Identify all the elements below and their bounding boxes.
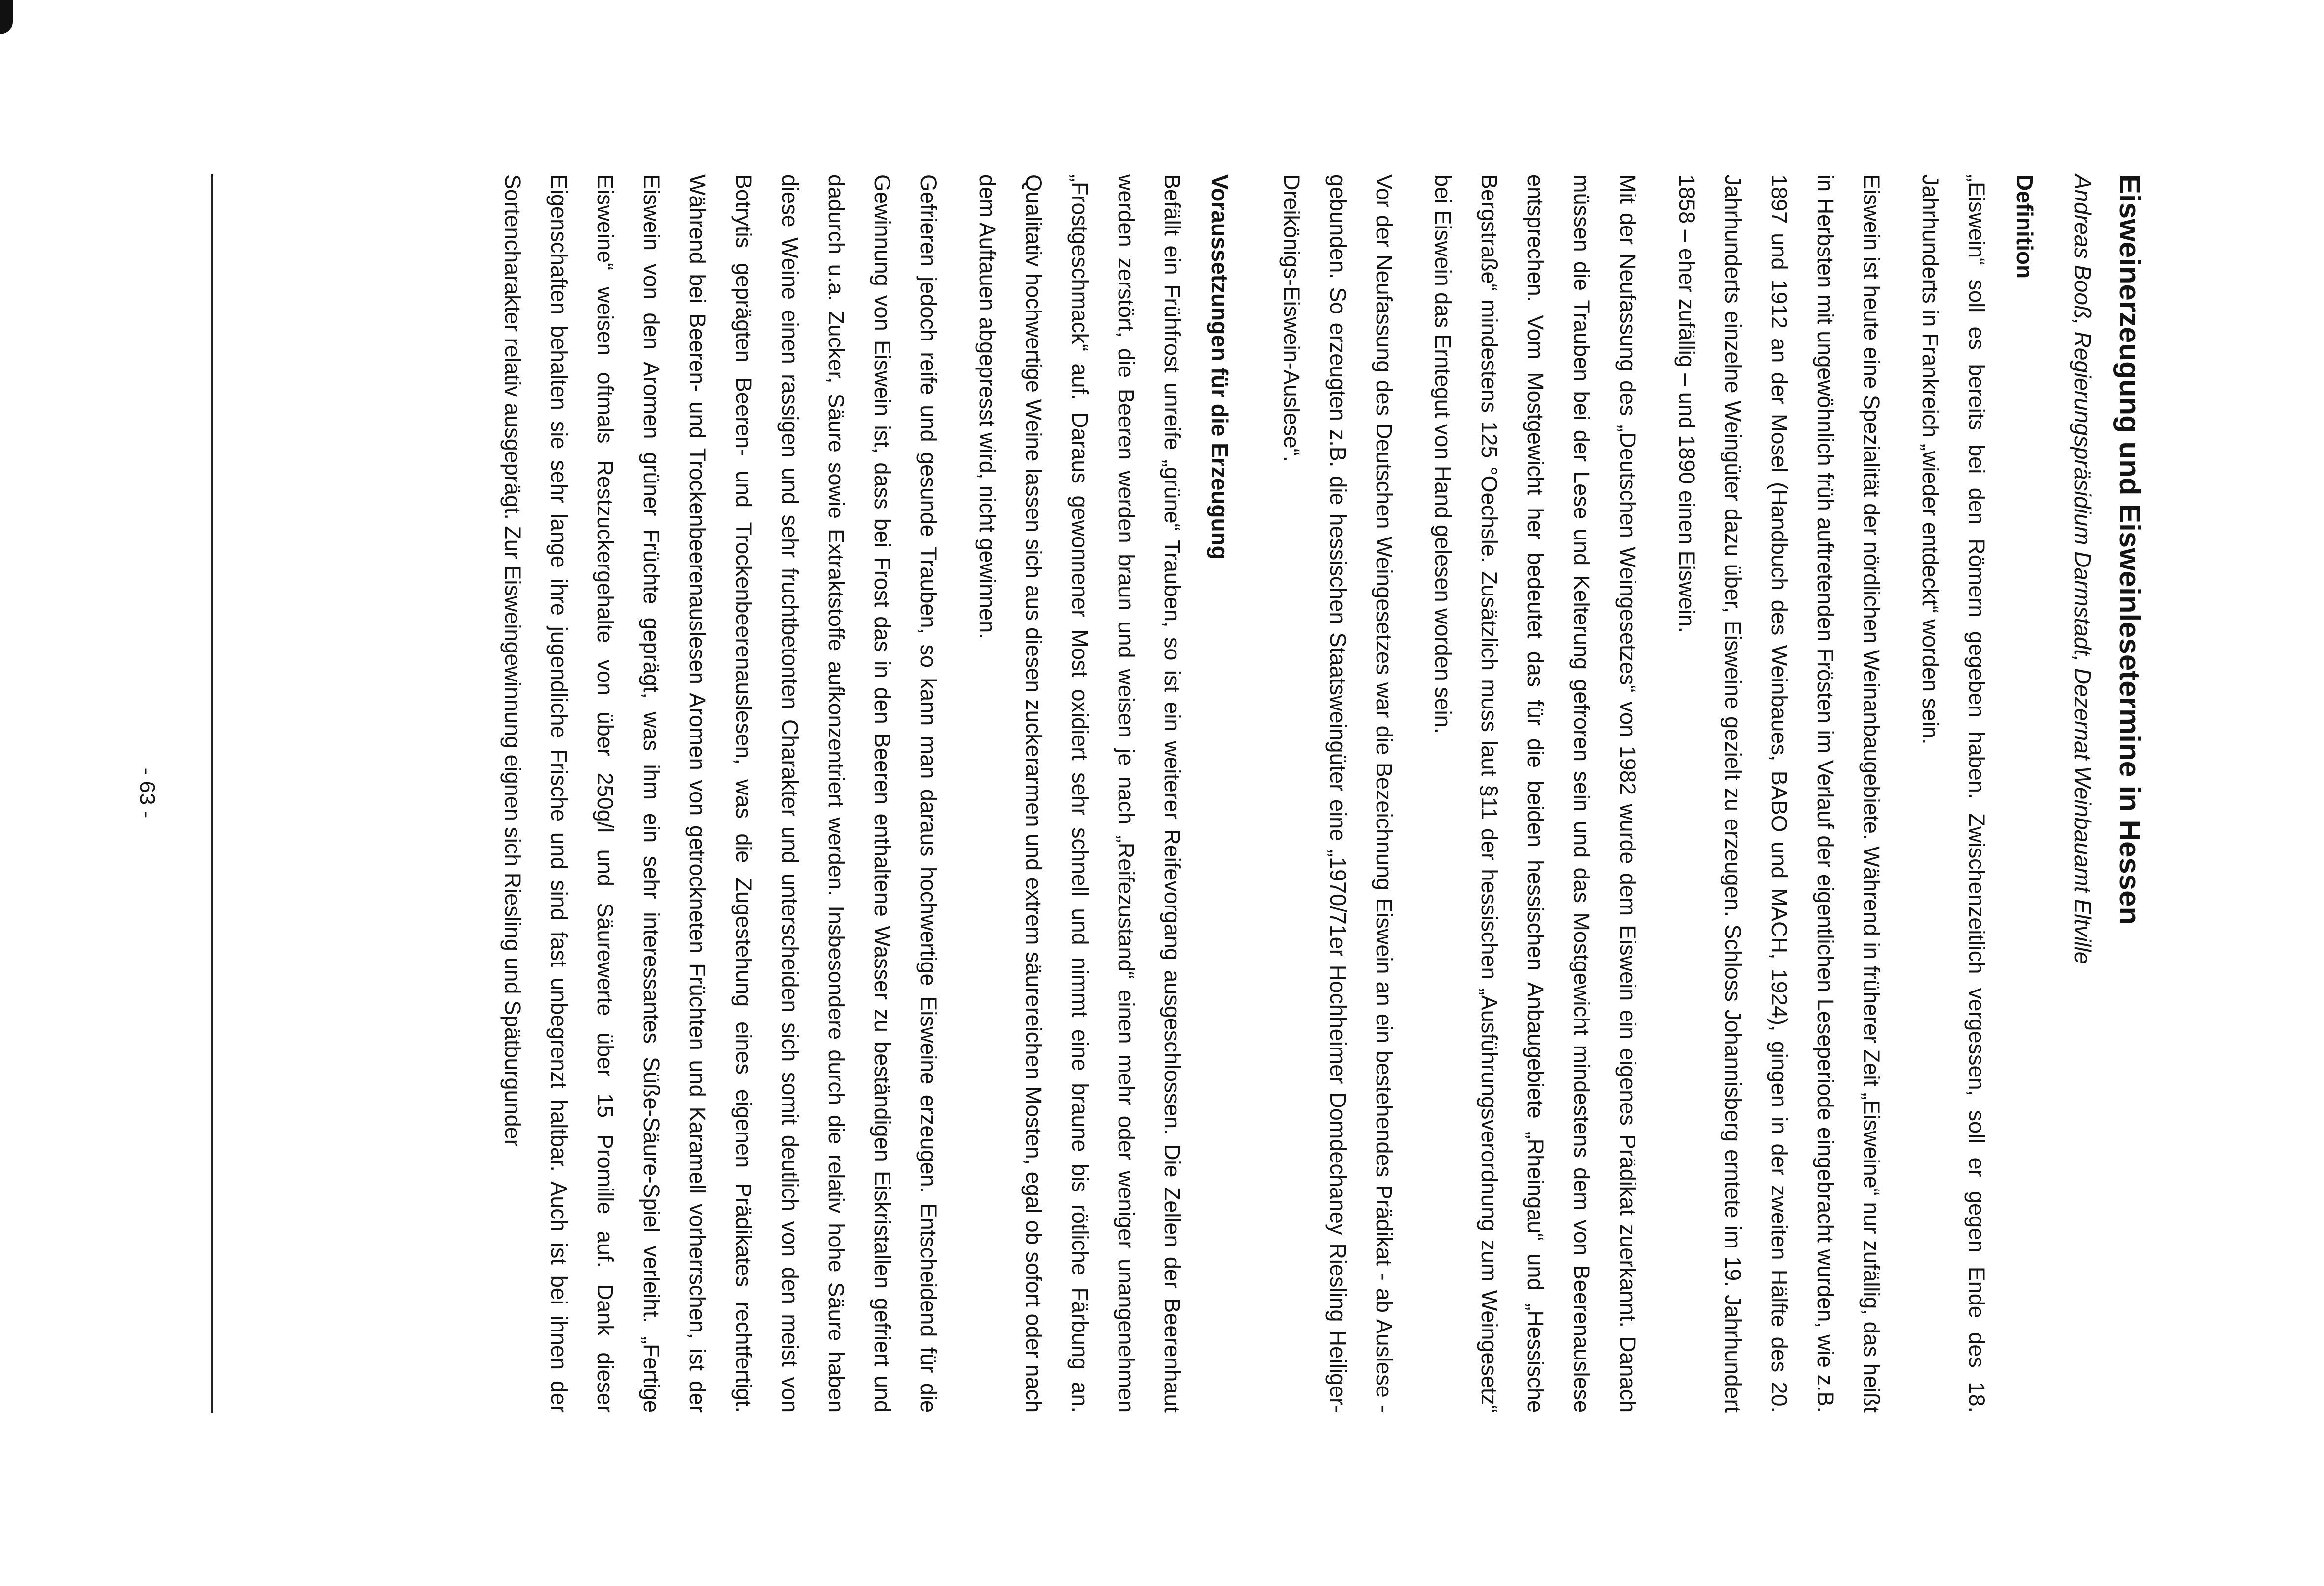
footer-rule — [211, 174, 213, 1413]
paragraph: Vor der Neufassung des Deutschen Weingesetzes war die Bezeichnung Eiswein an ein bestehendes Prädikat - ab Auslese - gebunden. So erzeugten z.B. die hessischen Staatsweingüter eine „1970/71er Hochheimer Domdechaney Riesling Heiliger-Dreikönigs-Eiswein-Auslese“. — [1279, 174, 1397, 1413]
page-content — [477, 174, 2147, 1413]
paragraph: Gefrieren jedoch reife und gesunde Trauben, so kann man daraus hochwertige Eisweine erzeugen. Entscheidend für die Gewinnung von Eiswein ist, dass bei Frost das in den Beeren enthaltene Wasser zu beständigen Eiskristallen gefriert und dadurch u.a. Zucker, Säure sowie Extraktstoffe aufkonzentriert werden. Insbesondere durch die relativ hohe Säure haben diese Weine einen rassigen und sehr fruchtbetonten Charakter und unterscheiden sich somit deutlich von den meist von Botrytis geprägten Beeren- und Trockenbeerenauslesen, was die Zugestehung eines eigenen Prädikates rechtfertigt. Während bei Beeren- und Trockenbeerenauslesen Aromen von getrockneten Früchten und Karamell vorherrschen, ist der Eiswein von den Aromen grüner Früchte geprägt, was ihm ein sehr interessantes Süße-Säure-Spiel verleiht. „Fertige Eisweine“ weisen oftmals Restzuckergehalte von über 250g/l und Säurewerte über 15 Promille auf. Dank dieser Eigenschaften behalten sie sehr lange ihre jugendliche Frische und sind fast unbegrenzt haltbar. Auch ist bei ihnen der Sortencharakter relativ ausgeprägt. Zur Eisweingewinnung eignen sich Riesling und Spätburgunder — [500, 174, 941, 1413]
page-number: - 63 - — [135, 767, 159, 819]
paragraph: „Eiswein“ soll es bereits bei den Römern gegeben haben. Zwischenzeitlich vergessen, soll er gegen Ende des 18. Jahrhunderts in Frankreich „wieder entdeckt“ worden sein. — [1918, 174, 1990, 1413]
section-spacer — [1234, 174, 1256, 1413]
document-title: Eisweinerzeugung und Eisweinlesetermine in Hessen — [2113, 174, 2146, 925]
author-line: Andreas Booß, Regierungspräsidium Darmstadt, Dezernat Weinbauamt Eltville — [2070, 174, 2095, 964]
paragraph: Eiswein ist heute eine Spezialität der nördlichen Weinanbaugebiete. Während in früherer Zeit „Eisweine“ nur zufällig, das heißt in Herbsten mit ungewöhnlich früh auftretenden Frösten im Verlauf der eigentlichen Leseperiode eingebracht wurden, wie z.B. 1897 und 1912 an der Mosel (Handbuch des Weinbaues, BABO und MACH, 1924), gingen in der zweiten Hälfte des 20. Jahrhunderts einzelne Weingüter dazu über, Eisweine gezielt zu erzeugen. Schloss Johannisberg erntete im 19. Jahrhundert 1858 – eher zufällig – und 1890 einen Eiswein. — [1674, 174, 1885, 1413]
paragraph: Mit der Neufassung des „Deutschen Weingesetzes“ von 1982 wurde dem Eiswein ein eigenes Prädikat zuerkannt. Danach müssen die Trauben bei der Lese und Kelterung gefroren sein und das Mostgewicht mindestens dem von Beerenauslese entsprechen. Vom Mostgewicht her bedeutet das für die beiden hessischen Anbaugebiete „Rheingau“ und „Hessische Bergstraße“ mindestens 125 °Oechsle. Zusätzlich muss laut §11 der hessischen „Ausführungsverordnung zum Weingesetz“ bei Eiswein das Erntegut von Hand gelesen worden sein. — [1431, 174, 1641, 1413]
section-heading-definition: Definition — [2012, 174, 2038, 279]
paragraph: Befällt ein Frühfrost unreife „grüne“ Trauben, so ist ein weiterer Reifevorgang ausgeschlossen. Die Zellen der Beerenhaut werden zerstört, die Beeren werden braun und weisen je nach „Reifezustand“ einen mehr oder weniger unangenehmen „Frostgeschmack“ auf. Daraus gewonnener Most oxidiert sehr schnell und nimmt eine braune bis rötliche Färbung an. Qualitativ hochwertige Weine lassen sich aus diesen zuckerarmen und extrem säurereichen Mosten, egal ob sofort oder nach dem Auftauen abgepresst wird, nicht gewinnen. — [975, 174, 1185, 1413]
section-heading-voraussetzungen: Voraussetzungen für die Erzeugung — [1207, 174, 1233, 560]
